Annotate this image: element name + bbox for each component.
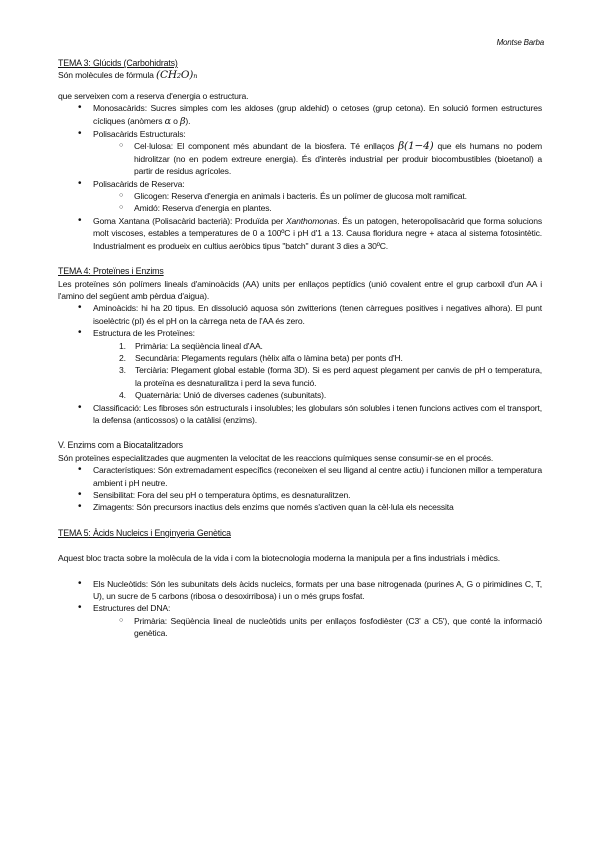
sublist-item — [119, 352, 542, 364]
reserve-sublist — [93, 190, 542, 215]
item-text: Produïda per — [232, 215, 286, 226]
item-text: El component més abundant de la biosfera. Té enllaços — [172, 141, 399, 152]
sublist-item — [119, 364, 542, 389]
item-label: Aminoàcids: — [93, 303, 139, 314]
sublist-item — [119, 389, 542, 401]
item-text: Plegament global estable (forma 3D). Si es perd aquest plegament per canvis de pH o temperatura, la proteïna es desnaturalitza i perd la seva funció. — [135, 365, 542, 388]
item-text: La seqüència lineal d'AA. — [168, 340, 263, 351]
item-text: Són precursors inactius dels enzims que només s'activen quan la cèl·lula els necessita — [134, 502, 454, 513]
section-title-tema5: TEMA 5: Àcids Nucleics i Enginyeria Genètica — [58, 527, 231, 538]
item-text: Són extremadament específics (reconeixen el seu lligand al centre actiu) i funcionen millor a temperatura ambient i pH neutre. — [93, 465, 542, 488]
list-item — [78, 178, 542, 215]
item-label: Característiques: — [93, 465, 156, 476]
beta-symbol: β — [180, 115, 186, 127]
item-label: Primària: — [134, 615, 168, 626]
bond-formula: β(1−4) — [398, 140, 434, 153]
item-label: Amidó: — [134, 203, 160, 214]
item-number: 1. — [119, 340, 126, 351]
item-label: Zimagents: — [93, 502, 135, 513]
section-title-tema3: TEMA 3: Glúcids (Carbohidrats) — [58, 58, 178, 68]
item-text: que els humans no podem hidrolitzar (no en podem extreure energia). És d'interès industrial per produir biocombustibles (bioetanol) a partir de residus agrícoles. — [134, 141, 542, 177]
tema3-intro-cont: que serveixen com a reserva d'energia o estructura. — [58, 90, 249, 101]
item-label: Sensibilitat: — [93, 490, 135, 500]
item-label: Els Nucleòtids: — [93, 578, 148, 589]
list-item — [78, 327, 542, 401]
item-text: . És un patogen, heteropolisacàrid que forma solucions molt viscoses, estables a temperatures de 0 a 100ºC i pH d'1 a 13. Causa floridura negre + ataca al sistema fotosintètic. Industrialment es produeix en cultius aeròbics tipus "batch" durant 3 dies a 30ºC. — [93, 215, 542, 251]
item-label: Goma Xantana (Polisacàrid bacterià): — [93, 215, 233, 226]
list-item — [78, 602, 542, 639]
document-body — [58, 57, 542, 640]
sublist-item — [119, 202, 542, 214]
author-name: Montse Barba — [496, 38, 544, 47]
item-text: hi ha 20 tipus. En dissolució aquosa són zwitterions (tenen càrregues positives i negatives alhora). El punt isoelèctric (pI) és el pH on la càrrega neta de l'AA és zero. — [93, 303, 542, 326]
tema3-intro — [58, 69, 542, 82]
sublist-item — [119, 140, 542, 177]
list-item — [78, 128, 542, 178]
list-item — [78, 102, 542, 128]
sublist-item — [119, 340, 542, 352]
dna-sublist — [93, 615, 542, 640]
item-label: Glicogen: — [134, 191, 169, 202]
item-label: Primària: — [135, 340, 169, 351]
item-text: o — [170, 115, 181, 126]
list-item — [78, 501, 542, 513]
list-item — [78, 302, 542, 327]
tema4-intro: Les proteïnes són polímers lineals d'aminoàcids (AA) units per enllaços peptídics (unió covalent entre el grup carboxil d'un AA i l'amino del següent amb pèrdua d'aigua). — [58, 278, 542, 301]
item-text: Són les subunitats dels àcids nucleics, formats per una base nitrogenada (purines A, G o pirimidines C, T, U), un sucre de 5 carbons (ribosa o desoxirribosa) i un o més grups fosfat. — [93, 578, 543, 602]
item-label: Polisacàrids Estructurals: — [93, 129, 186, 140]
enzims-intro: Són proteïnes especialitzades que augmenten la velocitat de les reaccions químiques sense consumir-se en el procés. — [58, 452, 494, 463]
item-text: Unió de diverses cadenes (subunitats). — [180, 390, 327, 401]
item-label: Monosacàrids: — [93, 103, 147, 114]
item-text: Seqüència lineal de nucleòtids units per enllaços fosfodièster (C3' a C5'), que conté la informació genètica. — [134, 615, 542, 639]
item-number: 4. — [119, 390, 126, 401]
item-label: Estructura de les Proteïnes: — [93, 328, 195, 339]
formula: (CH2O)n — [156, 69, 198, 82]
item-label: Secundària: — [135, 352, 180, 363]
sublist-item — [119, 615, 542, 640]
list-item — [78, 215, 542, 252]
tema4-list — [58, 302, 542, 426]
item-label: Quaternària: — [135, 390, 181, 401]
list-item — [78, 402, 542, 427]
item-text: Sucres simples com les aldoses (grup aldehid) o cetoses (grup cetona). En solució formen estructures cícliques (anòmers — [93, 103, 542, 126]
structure-sublist — [93, 340, 542, 402]
item-text: Fora del seu pH o temperatura òptims, es desnaturalitzen. — [135, 490, 351, 500]
tema5-list — [58, 578, 542, 640]
list-item — [78, 489, 542, 501]
item-number: 3. — [119, 365, 126, 376]
item-text: Reserva d'energia en plantes. — [159, 203, 272, 214]
tema3-intro-text: Són molècules de fórmula — [58, 70, 156, 81]
organism-name: Xanthomonas — [285, 215, 338, 226]
enzims-list — [58, 464, 542, 514]
tema3-list — [58, 102, 542, 252]
item-text: ). — [185, 115, 191, 126]
item-text: Reserva d'energia en animals i bacteris. És un polímer de glucosa molt ramificat. — [168, 191, 467, 202]
sublist-item — [119, 190, 542, 202]
list-item — [78, 464, 542, 489]
item-number: 2. — [119, 352, 126, 363]
item-label: Cel·lulosa: — [134, 141, 173, 152]
list-item — [78, 578, 542, 603]
item-label: Terciària: — [135, 365, 169, 376]
section-title-tema4: TEMA 4: Proteïnes i Enzims — [58, 266, 164, 277]
item-label: Classificació: — [93, 402, 142, 413]
item-label: Polisacàrids de Reserva: — [93, 178, 185, 189]
item-text: Plegaments regulars (hèlix alfa o làmina beta) per ponts d'H. — [179, 352, 403, 363]
alpha-symbol: α — [164, 115, 171, 127]
item-label: Estructures del DNA: — [93, 603, 171, 614]
item-text: Les fibroses són estructurals i insolubles; les globulars són solubles i tenen funcions actives com el transport, la defensa (anticossos) o la catàlisi (enzims). — [93, 402, 542, 425]
tema5-intro: Aquest bloc tracta sobre la molècula de la vida i com la biotecnologia moderna la manipula per a fins industrials i mèdics. — [58, 553, 501, 564]
structural-sublist — [93, 140, 542, 177]
section-title-enzims: V. Enzims com a Biocatalitzadors — [58, 440, 183, 451]
